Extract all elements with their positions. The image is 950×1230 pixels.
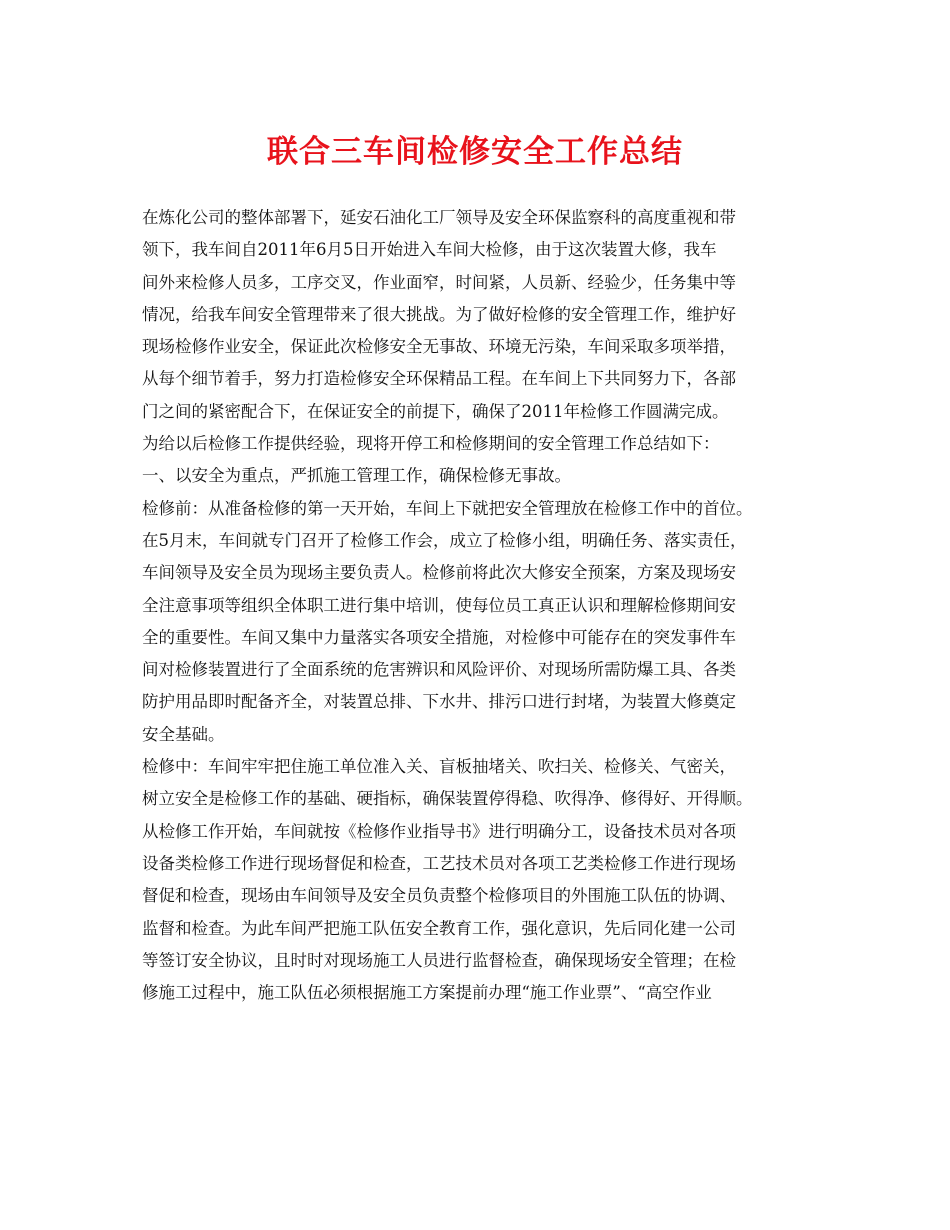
text-line: 现场检修作业安全，保证此次检修安全无事故、环境无污染，车间采取多项举措，	[142, 337, 736, 357]
text-line: 门之间的紧密配合下，在保证安全的前提下，确保了2011年检修工作圆满完成。	[142, 401, 729, 421]
text-line: 检修中：车间牢牢把住施工单位准入关、盲板抽堵关、吹扫关、检修关、气密关，	[142, 757, 736, 777]
text-line: 树立安全是检修工作的基础、硬指标，确保装置停得稳、吹得净、修得好、开得顺。	[142, 789, 753, 809]
text-line: 在炼化公司的整体部署下，延安石油化工厂领导及安全环保监察科的高度重视和带	[142, 208, 736, 227]
document-body	[142, 202, 832, 1009]
text-line: 设备类检修工作进行现场督促和检查，工艺技术员对各项工艺类检修工作进行现场	[142, 853, 736, 873]
text-line: 检修前：从准备检修的第一天开始，车间上下就把安全管理放在检修工作中的首位。	[142, 498, 753, 518]
text-line: 安全基础。	[142, 724, 225, 744]
text-line: 间对检修装置进行了全面系统的危害辨识和风险评价、对现场所需防爆工具、各类	[142, 660, 736, 680]
text-line: 督促和检查，现场由车间领导及安全员负责整个检修项目的外围施工队伍的协调、	[142, 886, 736, 906]
text-line: 全注意事项等组织全体职工进行集中培训，使每位员工真正认识和理解检修期间安	[142, 595, 736, 615]
text-line: 领下，我车间自2011年6月5日开始进入车间大检修，由于这次装置大修，我车	[142, 240, 717, 260]
text-line: 在5月末，车间就专门召开了检修工作会，成立了检修小组，明确任务、落实责任，	[142, 530, 747, 550]
text-line: 监督和检查。为此车间严把施工队伍安全教育工作，强化意识，先后同化建一公司	[142, 918, 736, 938]
text-line: 一、以安全为重点，严抓施工管理工作，确保检修无事故。	[142, 466, 571, 486]
text-line: 间外来检修人员多，工序交叉，作业面窄，时间紧，人员新、经验少，任务集中等	[142, 272, 736, 292]
text-line: 从检修工作开始，车间就按《检修作业指导书》进行明确分工，设备技术员对各项	[142, 821, 736, 841]
text-line: 为给以后检修工作提供经验，现将开停工和检修期间的安全管理工作总结如下：	[142, 434, 720, 454]
text-line: 情况，给我车间安全管理带来了很大挑战。为了做好检修的安全管理工作，维护好	[142, 304, 736, 324]
text-line: 全的重要性。车间又集中力量落实各项安全措施，对检修中可能存在的突发事件车	[142, 627, 736, 647]
text-line: 防护用品即时配备齐全，对装置总排、下水井、排污口进行封堵，为装置大修奠定	[142, 692, 736, 712]
text-line: 修施工过程中，施工队伍必须根据施工方案提前办理“施工作业票”、“高空作业	[142, 983, 712, 1003]
text-line: 等签订安全协议，且时时对现场施工人员进行监督检查，确保现场安全管理；在检	[142, 950, 736, 970]
document-title: 联合三车间检修安全工作总结	[267, 134, 683, 170]
text-line: 车间领导及安全员为现场主要负责人。检修前将此次大修安全预案，方案及现场安	[142, 563, 736, 583]
text-line: 从每个细节着手，努力打造检修安全环保精品工程。在车间上下共同努力下，各部	[142, 369, 736, 389]
